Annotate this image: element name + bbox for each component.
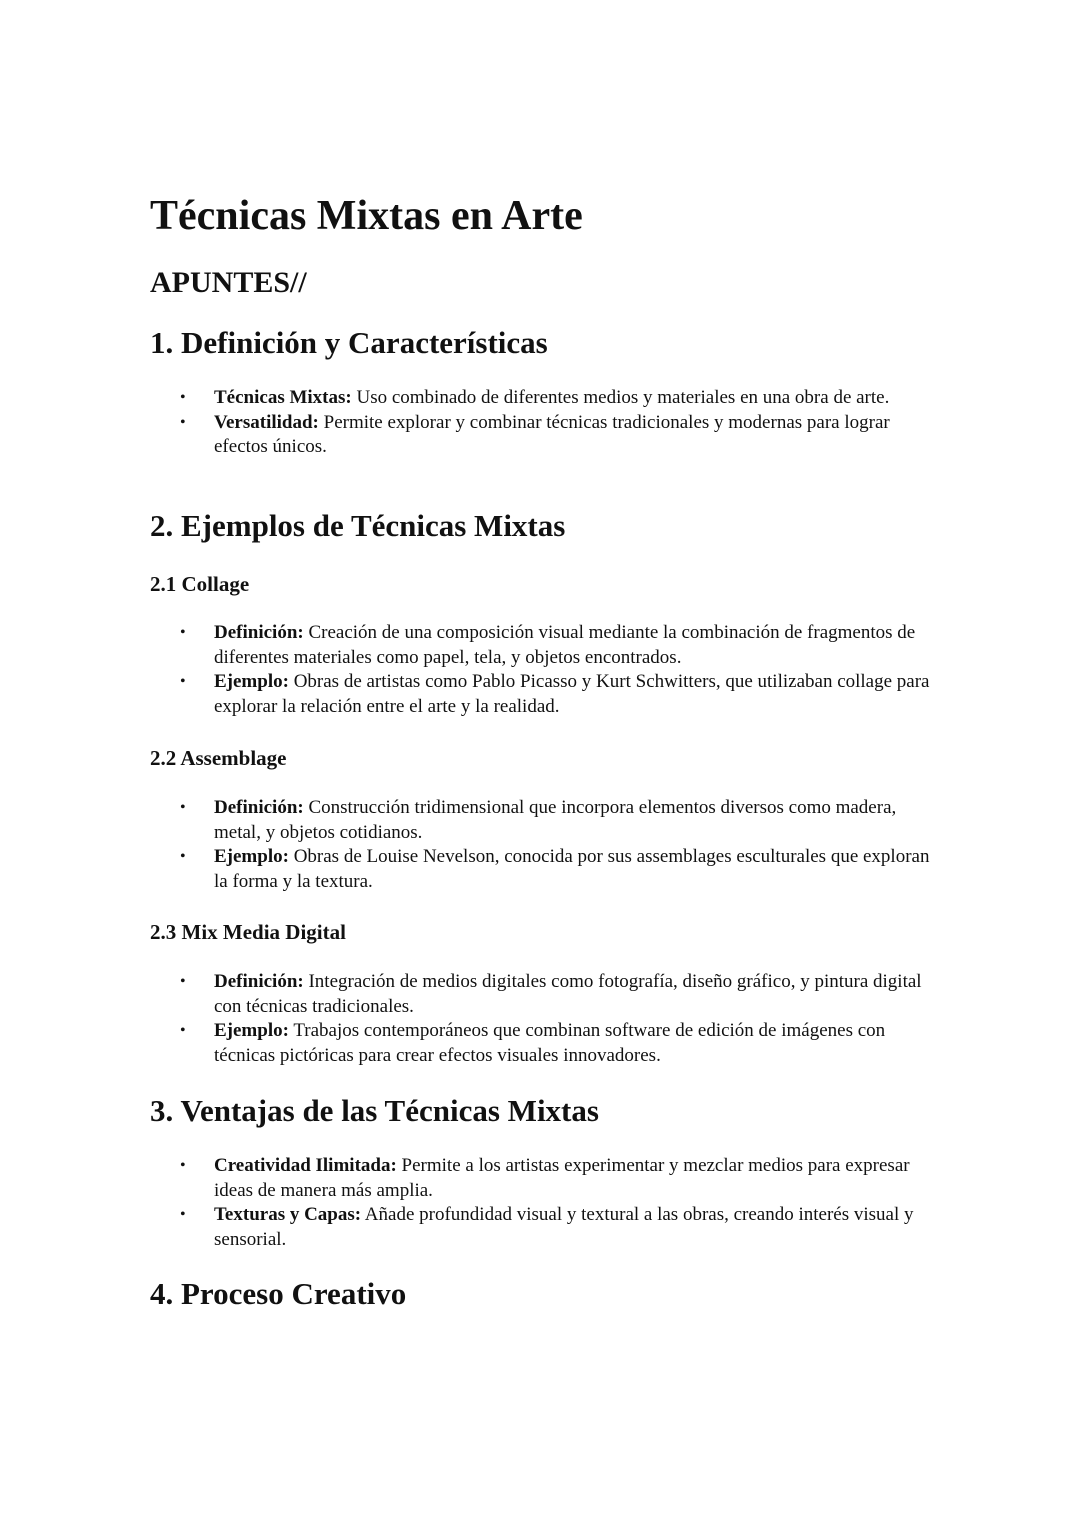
item-term: Definición: xyxy=(214,797,304,818)
bullet-icon: • xyxy=(180,848,186,865)
item-term: Definición: xyxy=(214,971,304,992)
item-text: Obras de artistas como Pablo Picasso y Kurt Schwitters, que utilizaban collage para explorar la relación entre el arte y la realidad. xyxy=(214,671,930,717)
item-text: Integración de medios digitales como fotografía, diseño gráfico, y pintura digital con técnicas tradicionales. xyxy=(214,971,922,1017)
subsection-heading-assemblage: 2.2 Assemblage xyxy=(150,746,287,770)
list-item xyxy=(180,621,940,670)
item-text: Permite a los artistas experimentar y mezclar medios para expresar ideas de manera más amplia. xyxy=(214,1155,910,1201)
item-term: Versatilidad: xyxy=(214,411,319,433)
bullet-icon: • xyxy=(180,799,186,816)
item-term: Ejemplo: xyxy=(214,846,289,867)
item-term: Ejemplo: xyxy=(214,671,289,692)
item-term: Ejemplo: xyxy=(214,1020,289,1041)
list-item xyxy=(180,1019,940,1068)
item-text: Permite explorar y combinar técnicas tradicionales y modernas para lograr efectos únicos. xyxy=(214,411,890,457)
document-title: Técnicas Mixtas en Arte xyxy=(150,193,583,239)
item-term: Técnicas Mixtas: xyxy=(214,387,352,408)
list-item xyxy=(180,1203,940,1252)
bullet-icon: • xyxy=(180,1206,186,1223)
list-item xyxy=(180,845,940,894)
item-term: Texturas y Capas: xyxy=(214,1204,362,1225)
document-subtitle: APUNTES// xyxy=(150,266,307,299)
section-heading-definicion: 1. Definición y Características xyxy=(150,325,548,360)
bullet-icon: • xyxy=(180,1157,186,1174)
list-item xyxy=(180,386,940,411)
section-heading-proceso-creativo: 4. Proceso Creativo xyxy=(150,1276,407,1311)
item-text: Trabajos contemporáneos que combinan software de edición de imágenes con técnicas pictóricas para crear efectos visuales innovadores. xyxy=(214,1020,886,1066)
bullet-icon: • xyxy=(180,389,186,406)
assemblage-list xyxy=(180,796,940,894)
section-heading-ventajas: 3. Ventajas de las Técnicas Mixtas xyxy=(150,1093,599,1128)
bullet-icon: • xyxy=(180,973,186,990)
subsection-heading-mix-media-digital: 2.3 Mix Media Digital xyxy=(150,920,346,944)
bullet-icon: • xyxy=(180,413,186,431)
mix-media-list xyxy=(180,970,940,1068)
item-text: Construcción tridimensional que incorpora elementos diversos como madera, metal, y objetos cotidianos. xyxy=(214,797,897,843)
list-item xyxy=(180,970,940,1019)
section-heading-ejemplos: 2. Ejemplos de Técnicas Mixtas xyxy=(150,508,566,543)
list-item xyxy=(180,796,940,845)
section-1-list xyxy=(180,386,940,460)
item-text: Creación de una composición visual mediante la combinación de fragmentos de diferentes materiales como papel, tela, y objetos encontrados. xyxy=(214,622,916,668)
section-3-list xyxy=(180,1154,940,1252)
list-item xyxy=(180,1154,940,1203)
collage-list xyxy=(180,621,940,719)
bullet-icon: • xyxy=(180,673,186,690)
item-text: Uso combinado de diferentes medios y materiales en una obra de arte. xyxy=(356,387,890,408)
bullet-icon: • xyxy=(180,624,186,641)
bullet-icon: • xyxy=(180,1022,186,1039)
item-text: Obras de Louise Nevelson, conocida por sus assemblages esculturales que exploran la forma y la textura. xyxy=(214,846,930,892)
list-item xyxy=(180,670,940,719)
item-term: Definición: xyxy=(214,622,304,643)
item-text: Añade profundidad visual y textural a las obras, creando interés visual y sensorial. xyxy=(214,1204,914,1250)
list-item xyxy=(180,411,940,460)
item-term: Creatividad Ilimitada: xyxy=(214,1155,397,1176)
subsection-heading-collage: 2.1 Collage xyxy=(150,572,250,596)
